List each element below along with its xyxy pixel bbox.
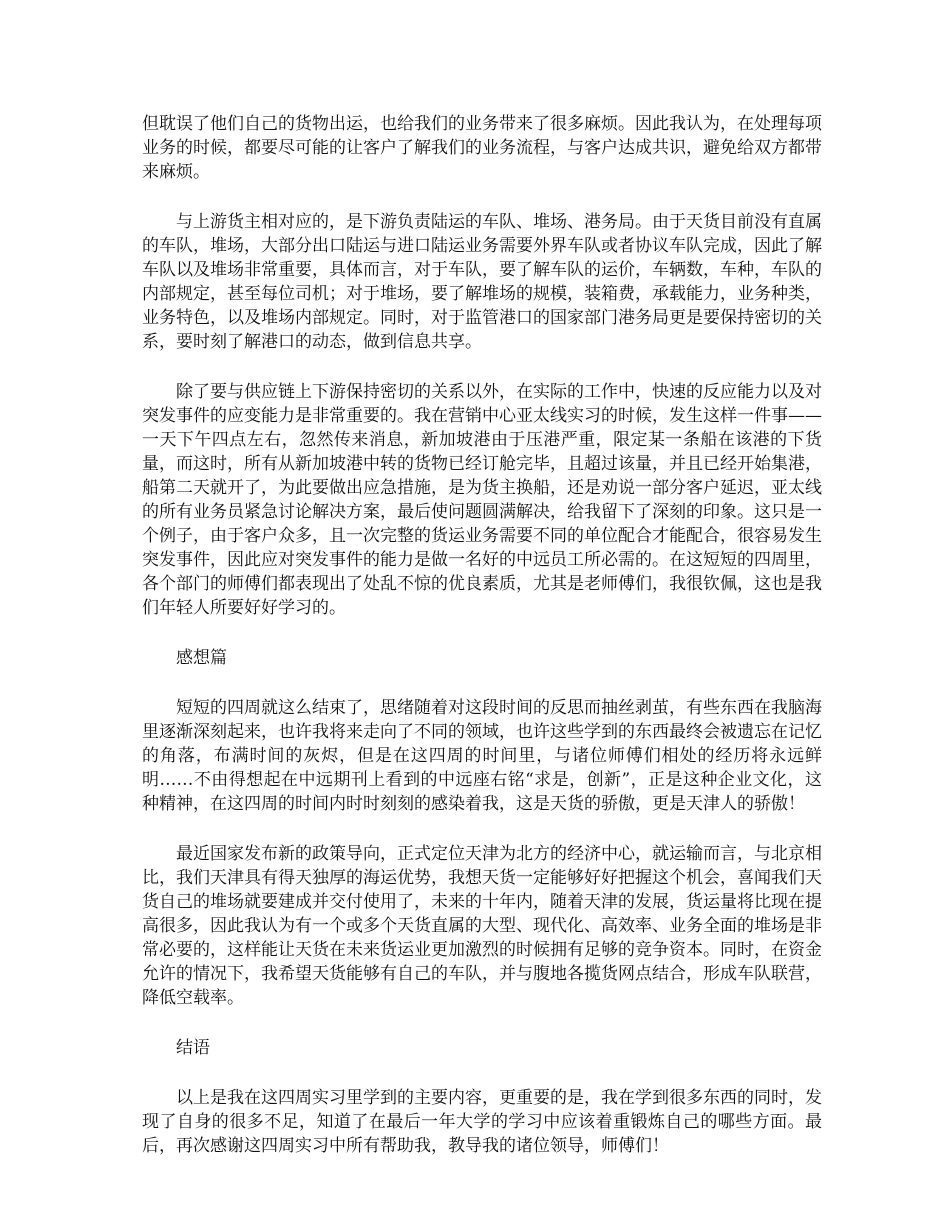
paragraph-policy-outlook: 最近国家发布新的政策导向，正式定位天津为北方的经济中心，就运输而言，与北京相比，我们天津具有得天独厚的海运优势，我想天货一定能够好好把握这个机会，喜闻我们天货自己的堆场就要建成并交付使用了，未来的十年内，随着天津的发展，货运量将比现在提高很多，因此我认为有一个或多个天货直属的大型、现代化、高效率、业务全面的堆场是非常必要的，这样能让天货在未来货运业更加激烈的时候拥有足够的竞争资本。同时，在资金允许的情况下，我希望天货能够有自己的车队，并与腹地各揽货网点结合，形成车队联营，降低空载率。 (142, 844, 822, 1008)
paragraph-conclusion: 以上是我在这四周实习里学到的主要内容，更重要的是，我在学到很多东西的同时，发现了自身的很多不足，知道了在最后一年大学的学习中应该着重锻炼自己的哪些方面。最后，再次感谢这四周实习中所有帮助我，教导我的诸位领导，师傅们！ (142, 1088, 822, 1156)
paragraph-continuation: 但耽误了他们自己的货物出运，也给我们的业务带来了很多麻烦。因此我认为，在处理每项业务的时候，都要尽可能的让客户了解我们的业务流程，与客户达成共识，避免给双方都带来麻烦。 (142, 114, 822, 182)
paragraph-downstream-partners: 与上游货主相对应的，是下游负责陆运的车队、堆场、港务局。由于天货目前没有直属的车队，堆场，大部分出口陆运与进口陆运业务需要外界车队或者协议车队完成，因此了解车队以及堆场非常重要，具体而言，对于车队，要了解车队的运价，车辆数，车种，车队的内部规定，甚至每位司机；对于堆场，要了解堆场的规模，装箱费，承载能力，业务种类，业务特色，以及堆场内部规定。同时，对于监管港口的国家部门港务局更是要保持密切的关系，要时刻了解港口的动态，做到信息共享。 (142, 212, 822, 352)
section-heading-reflections: 感想篇 (176, 648, 227, 668)
document-page (142, 112, 822, 1184)
paragraph-emergency-response: 除了要与供应链上下游保持密切的关系以外，在实际的工作中，快速的反应能力以及对突发事件的应变能力是非常重要的。我在营销中心亚太线实习的时候，发生这样一件事——一天下午四点左右，忽然传来消息，新加坡港由于压港严重，限定某一条船在该港的下货量，而这时，所有从新加坡港中转的货物已经订舱完毕，且超过该量，并且已经开始集港，船第二天就开了，为此要做出应急措施，是为货主换船，还是劝说一部分客户延迟，亚太线的所有业务员紧急讨论解决方案，最后使问题圆满解决，给我留下了深刻的印象。这只是一个例子，由于客户众多，且一次完整的货运业务需要不同的单位配合才能配合，很容易发生突发事件，因此应对突发事件的能力是做一名好的中远员工所必需的。在这短短的四周里，各个部门的师傅们都表现出了处乱不惊的优良素质，尤其是老师傅们，我很钦佩，这也是我们年轻人所要好好学习的。 (142, 382, 822, 618)
paragraph-reflections: 短短的四周就这么结束了，思绪随着对这段时间的反思而抽丝剥茧，有些东西在我脑海里逐渐深刻起来，也许我将来走向了不同的领域，也许这些学到的东西最终会被遗忘在记忆的角落，布满时间的灰烬，但是在这四周的时间里，与诸位师傅们相处的经历将永远鲜明……不由得想起在中远期刊上看到的中远座右铭“求是，创新”，正是这种企业文化，这种精神，在这四周的时间内时时刻刻的感染着我，这是天货的骄傲，更是天津人的骄傲！ (142, 698, 822, 814)
section-heading-conclusion: 结语 (176, 1038, 210, 1058)
